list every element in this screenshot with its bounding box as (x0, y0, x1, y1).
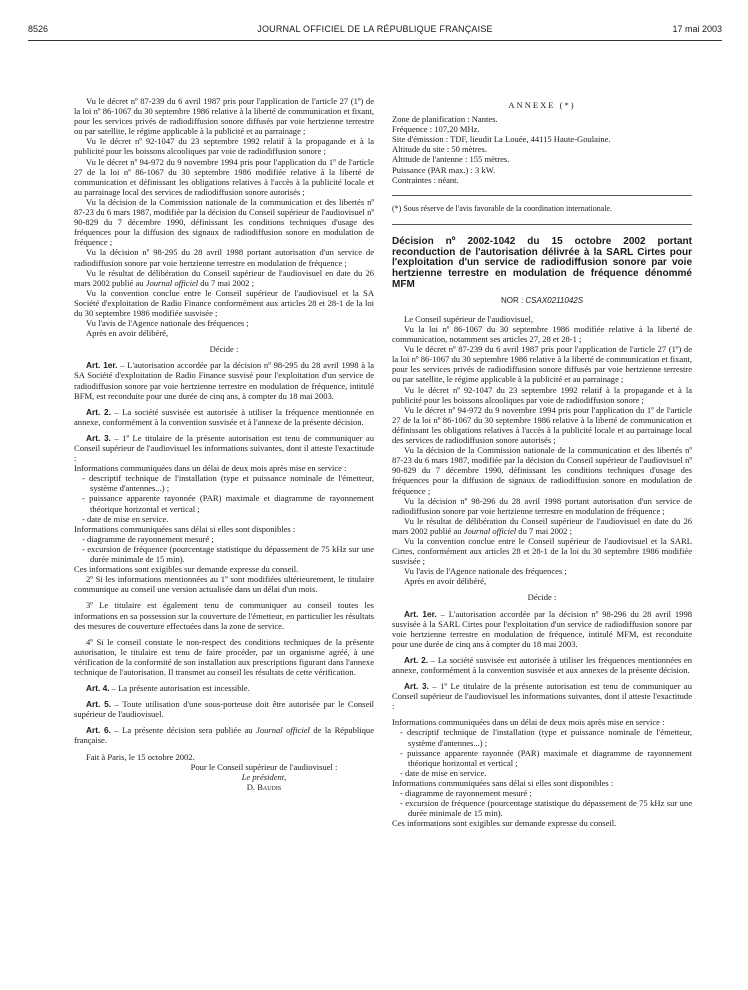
visa-agence: Vu l'avis de l'Agence nationale des fréquences ; (86, 318, 249, 329)
fait-a-paris: Fait à Paris, le 15 octobre 2002. (86, 751, 195, 762)
journal-ref: Journal officiel (463, 525, 517, 536)
signature-block (154, 762, 374, 792)
nor-reference (392, 296, 692, 306)
info-heading: Informations communiquées dans un délai de deux mois après mise en service : (392, 717, 665, 728)
article-label: Art. 4. (86, 683, 110, 694)
annexe-line: Zone de planification : Nantes. (392, 114, 498, 125)
list-item: - diagramme de rayonnement mesuré ; (82, 533, 214, 544)
visa-text: Vu le résultat de délibération du Conseil supérieur de l'audiovisuel en date du 26 mars 2002 publié au (392, 515, 692, 536)
visa: Vu la décision de la Commission nationale de la communication et des libertés nº 87-23 du 6 mars 1987, modifiée par la décision du Conseil supérieur de l'audiovisuel nº 90-829 du 7 décembre 1990, définissant les conditions techniques d'usage des fréquences pour la diffusion de signaux de radiodiffusion sonore en modulation de fréquence ; (392, 445, 692, 496)
article-text: – La société susvisée est autorisée à utiliser la fréquence mentionnée en annexe, conformément à la convention susvisée et à l'annexe de la présente décision. (74, 406, 374, 427)
article-label: Art. 3. (86, 432, 111, 443)
list-item: - diagramme de rayonnement mesuré ; (400, 788, 532, 799)
visa: Vu le décret nº 92-1047 du 23 septembre 1992 relatif à la propagande et à la publicité pour les boissons alcooliques par voie de radiodiffusion sonore ; (74, 136, 374, 157)
signatory: D. Baudis (246, 781, 282, 792)
left-column (74, 96, 374, 792)
annexe-rule (392, 195, 692, 196)
article-label: Art. 1er. (404, 608, 437, 619)
article-3 (392, 681, 692, 711)
list-item: - excursion de fréquence (pourcentage statistique du dépassement de 75 kHz sur une durée minimale de 15 min). (400, 798, 692, 819)
article-label: Art. 6. (86, 725, 111, 736)
visa-text: du 7 mai 2002 ; (198, 277, 254, 288)
visa: Vu la décision nº 98-296 du 28 avril 1998 portant autorisation d'un service de radiodiffusion sonore par voie hertzienne terrestre en modulation de fréquence ; (392, 495, 692, 516)
section-rule (392, 224, 692, 225)
article-5 (74, 699, 374, 719)
article-2 (392, 655, 692, 675)
right-column (392, 100, 692, 828)
pour-conseil: Pour le Conseil supérieur de l'audiovisuel : (190, 761, 338, 772)
apres-deliberation: Après en avoir délibéré, (404, 576, 487, 587)
nor-code: CSAX0211042S (525, 295, 584, 305)
list-item: - excursion de fréquence (pourcentage statistique du dépassement de 75 kHz sur une durée minimale de 15 min). (82, 543, 374, 565)
annexe-line: Altitude du site : 50 mètres. (392, 144, 487, 155)
conseil-heading: Le Conseil supérieur de l'audiovisuel, (404, 313, 534, 324)
article-text: – La société susvisée est autorisée à utiliser les fréquences mentionnées en annexe, conformément à la convention susvisée et aux annexes de la présente décision. (392, 654, 692, 676)
visa: Vu le décret nº 94-972 du 9 novembre 1994 pris pour l'application du 1º de l'article 27 de la loi nº 86-1067 du 30 septembre 1986 relative à la liberté de communication et définissant les obligations relatives à l'accès à la publicité locale et au parrainage local des services de radiodiffusion sonore autorisés ; (392, 404, 692, 446)
page-number: 8526 (28, 24, 49, 34)
visa-text: Vu le résultat de délibération du Conseil supérieur de l'audiovisuel en date du 26 mars 2002 publié au (74, 267, 374, 288)
visa: Vu la décision de la Commission nationale de la communication et des libertés nº 87-23 du 6 mars 1987, modifiée par la décision du Conseil supérieur de l'audiovisuel nº 90-829 du 7 décembre 1990, définissant les conditions techniques d'usage des fréquences pour la diffusion des signaux de radiodiffusion sonore en modulation de fréquence ; (74, 196, 374, 248)
list-item: - descriptif technique de l'installation (type et puissance nominale de l'émetteur, système d'antennes...) ; (400, 727, 692, 748)
decision-title: Décision nº 2002-1042 du 15 octobre 2002 portant reconduction de l'autorisation délivrée à la SARL Cirtes pour l'exploitation d'un service de radiodiffusion sonore par voie hertzienne terrestre en modulation de fréquence dénommé MFM (392, 235, 692, 291)
visa-convention: Vu la convention conclue entre le Conseil supérieur de l'audiovisuel et la SA Société d'exploitation de Radio Finance conformément aux articles 28 et 28-1 de la loi du 30 septembre 1986 modifiée susvisée ; (74, 287, 374, 318)
visa-text: du 7 mai 2002 ; (516, 525, 572, 536)
article-text: – L'autorisation accordée par la décision nº 98-295 du 28 avril 1998 à la SA Société d'exploitation de Radio Finance susvisé pour l'exploitation d'un service de radiodiffusion sonore par voie hertzienne terrestre en modulation de fréquence, intitulé BFM, est reconduite pour une durée de cinq ans, à compter du 18 mai 2003. (74, 360, 374, 401)
point-4: 4º Si le conseil constate le non-respect des conditions techniques de la présente autorisation, le titulaire est tenu de faire procéder, par un organisme agréé, à une vérification de la conformité de son installation aux prescriptions figurant dans l'annexe technique de l'autorisation. Il transmet au conseil les résultats de cette vérification. (74, 636, 374, 677)
article-label: Art. 5. (86, 699, 112, 710)
header-rule (28, 40, 722, 41)
decide-heading: Décide : (209, 344, 239, 355)
info-heading: Informations communiquées sans délai si elles sont disponibles : (392, 777, 614, 788)
article-text: – 1º Le titulaire de la présente autorisation est tenu de communiquer au Conseil supérieur de l'audiovisuel les informations suivantes, dont il atteste l'exactitude : (74, 432, 374, 464)
article-1 (74, 360, 374, 400)
visa: Vu le décret nº 87-239 du 6 avril 1987 pris pour l'application de l'article 27 (1º) de la loi nº 86-1067 du 30 septembre 1986 relative à la liberté de communication et fixant, pour les services privés de radiodiffusion sonore diffusés par voie hertzienne terrestre ou par satellite, le régime applicable à la publicité et au parrainage ; (392, 344, 692, 385)
visa-deliberation (74, 268, 374, 288)
article-text: – Toute utilisation d'une sous-porteuse doit être autorisée par le Conseil supérieur de l'audiovisuel. (74, 699, 375, 720)
journal-title: JOURNAL OFFICIEL DE LA RÉPUBLIQUE FRANÇAISE (257, 24, 493, 34)
article-label: Art. 3. (404, 681, 429, 692)
exigibles-note: Ces informations sont exigibles sur demande expresse du conseil. (74, 564, 299, 575)
page-header (28, 24, 722, 38)
article-2 (74, 407, 374, 427)
annexe-line: Puissance (PAR max.) : 3 kW. (392, 164, 496, 175)
visa: Vu le décret nº 87-239 du 6 avril 1987 pris pour l'application de l'article 27 (1º) de la loi nº 86-1067 du 30 septembre 1986 relative à la liberté de communication et fixant, pour les services privés de radiodiffusion sonore diffusés par voie hertzienne terrestre ou par satellite, le régime applicable à la publicité et au parrainage ; (74, 96, 374, 137)
article-label: Art. 2. (404, 654, 429, 665)
visa-convention: Vu la convention conclue entre le Conseil supérieur de l'audiovisuel et la SARL Cirtes, conformément aux articles 28 et 28-1 de la loi du 30 septembre 1986 modifiée susvisée ; (392, 535, 692, 567)
nor-label: NOR : (500, 295, 526, 305)
article-text: – L'autorisation accordée par la décision nº 98-296 du 28 avril 1998 susvisée à la SARL Cirtes pour l'exploitation d'un service de radiodiffusion sonore par voie hertzienne terrestre en modulation de fréquence, intitulé MFM, est reconduite pour une durée de cinq ans à compter du 18 mai 2003. (392, 608, 692, 649)
article-text: – La présente autorisation est incessible. (109, 683, 250, 694)
article-1 (392, 609, 692, 649)
list-item: - date de mise en service. (400, 767, 487, 778)
annexe-line: Fréquence : 107,20 MHz. (392, 124, 480, 135)
visa: Vu la loi nº 86-1067 du 30 septembre 1986 modifiée relative à la liberté de communication, notamment ses articles 27, 28 et 28-1 ; (392, 324, 692, 345)
president-title: Le président, (241, 771, 287, 782)
visa-deliberation (392, 516, 692, 536)
annexe-line: Altitude de l'antenne : 155 mètres. (392, 154, 510, 165)
article-text: – La présente décision sera publiée au (110, 725, 257, 736)
info-heading: Informations communiquées dans un délai de deux mois après mise en service : (74, 463, 347, 474)
journal-ref: Journal officiel (256, 725, 310, 736)
list-item: - puissance apparente rayonnée (PAR) maximale et diagramme de rayonnement théorique horizontal et vertical ; (400, 747, 692, 768)
apres-deliberation: Après en avoir délibéré, (86, 328, 169, 339)
article-6 (74, 725, 374, 745)
point-3: 3º Le titulaire est également tenu de communiquer au conseil toutes les informations en sa possession sur la couverture de l'émetteur, en particulier les résultats des mesures de couverture effectuées dans la zone de service. (74, 600, 374, 631)
visa-agence: Vu l'avis de l'Agence nationale des fréquences ; (404, 566, 567, 577)
annexe-title: ANNEXE (*) (508, 100, 576, 110)
article-text: – 1º Le titulaire de la présente autorisation est tenu de communiquer au Conseil supérieur de l'audiovisuel les informations suivantes, dont il atteste l'exactitude : (392, 681, 692, 712)
article-3 (74, 433, 374, 463)
annexe-line: Site d'émission : TDF, lieudit La Louée, 44115 Haute-Goulaine. (392, 134, 611, 145)
info-heading: Informations communiquées sans délai si elles sont disponibles : (74, 523, 296, 534)
article-label: Art. 1er. (86, 360, 118, 371)
annexe-line: Contraintes : néant. (392, 174, 459, 185)
article-label: Art. 2. (86, 406, 111, 417)
decide-heading: Décide : (527, 592, 557, 603)
annexe-note: (*) Sous réserve de l'avis favorable de la coordination internationale. (392, 203, 613, 213)
list-item: - descriptif technique de l'installation (type et puissance nominale de l'émetteur, système d'antennes...) ; (82, 473, 374, 494)
visa: Vu le décret nº 94-972 du 9 novembre 1994 pris pour l'application du 1º de l'article 27 de la loi nº 86-1067 du 30 septembre 1986 modifiée relative à la liberté de communication et définissant les obligations relatives à l'accès à la publicité locale et au parrainage local des services de radiodiffusion sonore autorisés ; (74, 156, 374, 197)
visa: Vu le décret nº 92-1047 du 23 septembre 1992 relatif à la propagande et à la publicité pour les boissons alcooliques par voie de radiodiffusion sonore ; (392, 384, 692, 405)
list-item: - puissance apparente rayonnée (PAR) maximale et diagramme de rayonnement théorique horizontal et vertical ; (82, 493, 374, 514)
visa: Vu la décision nº 98-295 du 28 avril 1998 portant autorisation d'un service de radiodiffusion sonore par voie hertzienne terrestre en modulation de fréquence ; (74, 247, 374, 268)
article-text: de la République française. (74, 725, 374, 746)
issue-date: 17 mai 2003 (672, 24, 722, 34)
journal-ref: Journal officiel (145, 277, 199, 288)
list-item: - date de mise en service. (82, 513, 169, 524)
point-2: 2º Si les informations mentionnées au 1º sont modifiées ultérieurement, le titulaire communique au conseil une version actualisée dans un délai d'un mois. (74, 574, 374, 595)
article-4 (74, 683, 374, 693)
exigibles-note: Ces informations sont exigibles sur demande expresse du conseil. (392, 818, 617, 829)
